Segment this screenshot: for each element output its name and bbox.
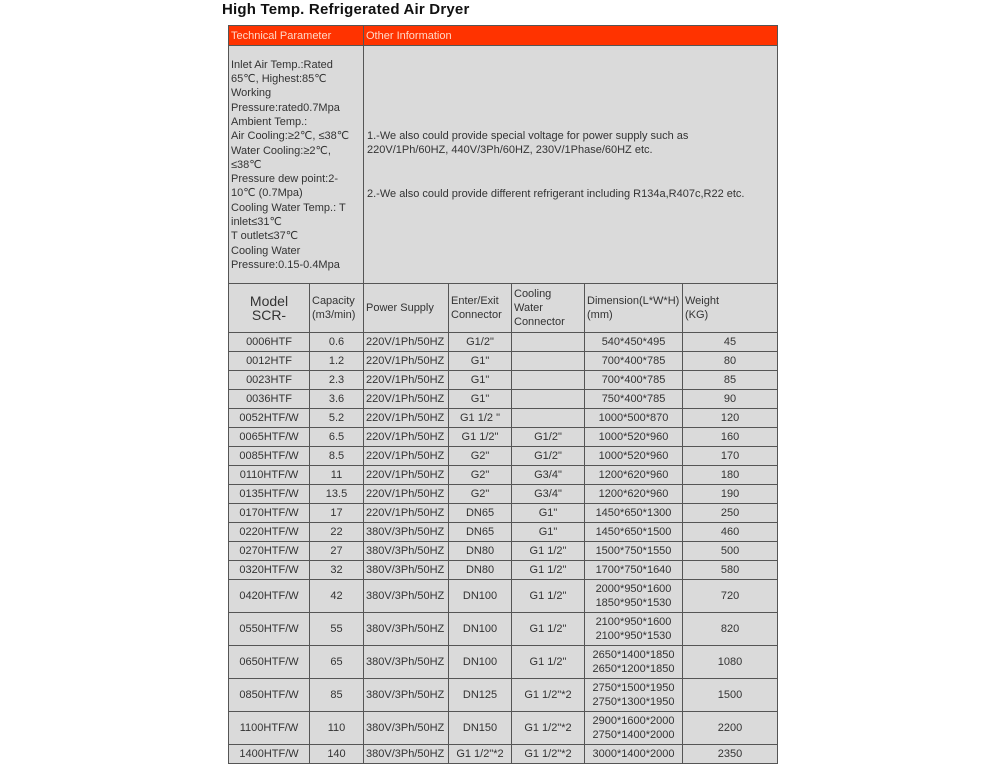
other-information-header: Other Information: [364, 26, 778, 46]
model-cell: 0023HTF: [229, 371, 310, 390]
power-cell: 220V/1Ph/50HZ: [364, 390, 449, 409]
other-note-line: 220V/1Ph/60HZ, 440V/3Ph/60HZ, 230V/1Phase/60HZ etc.: [367, 143, 653, 156]
capacity-cell: 140: [310, 745, 364, 764]
power-cell: 220V/1Ph/50HZ: [364, 447, 449, 466]
cooling-cell: G1 1/2": [512, 580, 585, 613]
capacity-cell: 11: [310, 466, 364, 485]
connector-cell: G2": [449, 485, 512, 504]
dimension-cell: [585, 745, 683, 764]
dimension-line: 2900*1600*2000: [592, 715, 675, 727]
dimension-cell: [585, 542, 683, 561]
table-row: [229, 333, 778, 352]
col-connector: [449, 284, 512, 333]
dimension-line: 1700*750*1640: [595, 564, 672, 576]
dimension-line: 1450*650*1300: [595, 507, 672, 519]
technical-line: Cooling Water Temp.: T: [231, 201, 346, 214]
technical-line: Ambient Temp.:: [231, 115, 308, 128]
weight-cell: 160: [683, 428, 778, 447]
power-cell: 380V/3Ph/50HZ: [364, 712, 449, 745]
col-capacity-line1: Capacity: [312, 295, 355, 307]
spec-table: [228, 25, 778, 764]
cooling-cell: G1 1/2"*2: [512, 745, 585, 764]
col-model: [229, 284, 310, 333]
table-row: [229, 390, 778, 409]
power-cell: 380V/3Ph/50HZ: [364, 561, 449, 580]
col-model-line2: SCR-: [251, 307, 287, 323]
cooling-cell: G1 1/2"*2: [512, 679, 585, 712]
dimension-line: 700*400*785: [601, 355, 666, 367]
connector-cell: G2": [449, 466, 512, 485]
connector-cell: DN80: [449, 542, 512, 561]
connector-cell: G1 1/2": [449, 428, 512, 447]
dimension-cell: [585, 561, 683, 580]
model-cell: 0320HTF/W: [229, 561, 310, 580]
model-cell: 0850HTF/W: [229, 679, 310, 712]
weight-cell: 580: [683, 561, 778, 580]
model-cell: 0135HTF/W: [229, 485, 310, 504]
table-row: [229, 561, 778, 580]
model-cell: 0270HTF/W: [229, 542, 310, 561]
dimension-cell: [585, 352, 683, 371]
dimension-cell: [585, 447, 683, 466]
table-row: [229, 371, 778, 390]
col-weight: [683, 284, 778, 333]
cooling-cell: G1/2": [512, 428, 585, 447]
table-row: [229, 409, 778, 428]
connector-cell: G2": [449, 447, 512, 466]
col-dimension-line2: (mm): [587, 309, 613, 321]
other-note: [367, 129, 775, 157]
capacity-cell: 8.5: [310, 447, 364, 466]
cooling-cell: [512, 371, 585, 390]
capacity-cell: 13.5: [310, 485, 364, 504]
power-cell: 220V/1Ph/50HZ: [364, 352, 449, 371]
dimension-line: 2650*1200*1850: [592, 663, 675, 675]
capacity-cell: 1.2: [310, 352, 364, 371]
other-note: [367, 187, 775, 201]
technical-parameter-cell: [229, 46, 364, 284]
cooling-cell: [512, 352, 585, 371]
power-cell: 380V/3Ph/50HZ: [364, 646, 449, 679]
dimension-line: 1000*520*960: [598, 431, 669, 443]
weight-cell: 2350: [683, 745, 778, 764]
technical-line: Pressure dew point:2-: [231, 173, 338, 186]
dimension-line: 1200*620*960: [598, 488, 669, 500]
col-weight-line1: Weight: [685, 295, 720, 307]
dimension-line: 2650*1400*1850: [592, 649, 675, 661]
capacity-cell: 85: [310, 679, 364, 712]
cooling-cell: G1/2": [512, 447, 585, 466]
info-row: [229, 46, 778, 284]
cooling-cell: G1 1/2": [512, 561, 585, 580]
connector-cell: DN100: [449, 646, 512, 679]
cooling-cell: [512, 333, 585, 352]
weight-cell: 90: [683, 390, 778, 409]
capacity-cell: 27: [310, 542, 364, 561]
model-cell: 0085HTF/W: [229, 447, 310, 466]
model-cell: 0036HTF: [229, 390, 310, 409]
weight-cell: 45: [683, 333, 778, 352]
dimension-cell: [585, 409, 683, 428]
technical-line: Working: [231, 87, 272, 100]
col-capacity-line2: (m3/min): [312, 309, 356, 321]
table-row: [229, 580, 778, 613]
dimension-line: 1000*500*870: [598, 412, 669, 424]
col-dimension-line1: Dimension(L*W*H): [587, 295, 680, 307]
table-row: [229, 466, 778, 485]
connector-cell: DN100: [449, 580, 512, 613]
weight-cell: 250: [683, 504, 778, 523]
capacity-cell: 55: [310, 613, 364, 646]
power-cell: 380V/3Ph/50HZ: [364, 542, 449, 561]
connector-cell: G1": [449, 371, 512, 390]
technical-line: T outlet≤37℃: [231, 230, 299, 243]
header-row: [229, 26, 778, 46]
power-cell: 380V/3Ph/50HZ: [364, 679, 449, 712]
weight-cell: 460: [683, 523, 778, 542]
connector-cell: G1/2": [449, 333, 512, 352]
model-cell: 0170HTF/W: [229, 504, 310, 523]
connector-cell: DN80: [449, 561, 512, 580]
cooling-cell: G1 1/2": [512, 646, 585, 679]
weight-cell: 820: [683, 613, 778, 646]
model-cell: 1400HTF/W: [229, 745, 310, 764]
other-information-cell: [364, 46, 778, 284]
weight-cell: 85: [683, 371, 778, 390]
dimension-cell: [585, 712, 683, 745]
dimension-line: 2750*1500*1950: [592, 682, 675, 694]
weight-cell: 2200: [683, 712, 778, 745]
col-capacity: [310, 284, 364, 333]
power-cell: 220V/1Ph/50HZ: [364, 409, 449, 428]
weight-cell: 190: [683, 485, 778, 504]
dimension-cell: [585, 580, 683, 613]
model-cell: 0220HTF/W: [229, 523, 310, 542]
dimension-line: 1500*750*1550: [595, 545, 672, 557]
col-weight-line2: (KG): [685, 309, 709, 321]
power-cell: 380V/3Ph/50HZ: [364, 745, 449, 764]
cooling-cell: G1": [512, 523, 585, 542]
technical-line: inlet≤31℃: [231, 216, 282, 229]
capacity-cell: 3.6: [310, 390, 364, 409]
power-cell: 220V/1Ph/50HZ: [364, 371, 449, 390]
table-row: [229, 679, 778, 712]
weight-cell: 1080: [683, 646, 778, 679]
power-cell: 220V/1Ph/50HZ: [364, 428, 449, 447]
capacity-cell: 0.6: [310, 333, 364, 352]
table-row: [229, 745, 778, 764]
power-cell: 380V/3Ph/50HZ: [364, 580, 449, 613]
dimension-line: 2100*950*1530: [595, 630, 672, 642]
technical-line: 65℃, Highest:85℃: [231, 73, 327, 86]
col-connector-line1: Enter/Exit: [451, 295, 499, 307]
cooling-cell: [512, 390, 585, 409]
cooling-cell: G3/4": [512, 485, 585, 504]
dimension-cell: [585, 504, 683, 523]
dimension-cell: [585, 613, 683, 646]
technical-line: Cooling Water: [231, 244, 301, 257]
weight-cell: 120: [683, 409, 778, 428]
table-row: [229, 523, 778, 542]
cooling-cell: G1 1/2"*2: [512, 712, 585, 745]
model-cell: 0012HTF: [229, 352, 310, 371]
dimension-cell: [585, 485, 683, 504]
model-cell: 1100HTF/W: [229, 712, 310, 745]
connector-cell: G1": [449, 390, 512, 409]
col-cooling: [512, 284, 585, 333]
table-row: [229, 712, 778, 745]
dimension-cell: [585, 390, 683, 409]
capacity-cell: 65: [310, 646, 364, 679]
model-cell: 0052HTF/W: [229, 409, 310, 428]
capacity-cell: 5.2: [310, 409, 364, 428]
table-row: [229, 504, 778, 523]
dimension-line: 2750*1300*1950: [592, 696, 675, 708]
dimension-line: 2750*1400*2000: [592, 729, 675, 741]
weight-cell: 170: [683, 447, 778, 466]
weight-cell: 720: [683, 580, 778, 613]
other-note-line: 2.-We also could provide different refrigerant including R134a,R407c,R22 etc.: [367, 187, 745, 200]
model-cell: 0420HTF/W: [229, 580, 310, 613]
dimension-cell: [585, 523, 683, 542]
dimension-cell: [585, 428, 683, 447]
dimension-line: 1200*620*960: [598, 469, 669, 481]
connector-cell: G1 1/2"*2: [449, 745, 512, 764]
weight-cell: 1500: [683, 679, 778, 712]
weight-cell: 180: [683, 466, 778, 485]
table-row: [229, 542, 778, 561]
capacity-cell: 22: [310, 523, 364, 542]
power-cell: 220V/1Ph/50HZ: [364, 333, 449, 352]
power-cell: 220V/1Ph/50HZ: [364, 485, 449, 504]
col-cooling-line3: Connector: [514, 316, 565, 328]
capacity-cell: 110: [310, 712, 364, 745]
capacity-cell: 2.3: [310, 371, 364, 390]
connector-cell: DN65: [449, 504, 512, 523]
cooling-cell: G1": [512, 504, 585, 523]
technical-line: 10℃ (0.7Mpa): [231, 187, 303, 200]
dimension-line: 700*400*785: [601, 374, 666, 386]
model-cell: 0065HTF/W: [229, 428, 310, 447]
dimension-line: 1000*520*960: [598, 450, 669, 462]
capacity-cell: 32: [310, 561, 364, 580]
cooling-cell: G1 1/2": [512, 542, 585, 561]
dimension-line: 750*400*785: [601, 393, 666, 405]
table-row: [229, 485, 778, 504]
power-cell: 380V/3Ph/50HZ: [364, 523, 449, 542]
dimension-line: 2100*950*1600: [595, 616, 672, 628]
col-cooling-line2: Water: [514, 302, 543, 314]
technical-line: ≤38℃: [231, 158, 262, 171]
col-power: Power Supply: [364, 284, 449, 333]
col-model-line1: Model: [249, 293, 289, 309]
model-cell: 0650HTF/W: [229, 646, 310, 679]
table-row: [229, 646, 778, 679]
cooling-cell: G1 1/2": [512, 613, 585, 646]
technical-line: Pressure:rated0.7Mpa: [231, 101, 340, 114]
dimension-cell: [585, 679, 683, 712]
dimension-cell: [585, 371, 683, 390]
technical-line: Water Cooling:≥2℃,: [231, 144, 331, 157]
dimension-cell: [585, 646, 683, 679]
weight-cell: 500: [683, 542, 778, 561]
column-header-row: [229, 284, 778, 333]
capacity-cell: 17: [310, 504, 364, 523]
power-cell: 220V/1Ph/50HZ: [364, 504, 449, 523]
dimension-line: 3000*1400*2000: [592, 748, 675, 760]
table-row: [229, 613, 778, 646]
capacity-cell: 6.5: [310, 428, 364, 447]
dimension-cell: [585, 466, 683, 485]
dimension-line: 2000*950*1600: [595, 583, 672, 595]
weight-cell: 80: [683, 352, 778, 371]
cooling-cell: [512, 409, 585, 428]
table-row: [229, 447, 778, 466]
cooling-cell: G3/4": [512, 466, 585, 485]
dimension-line: 1850*950*1530: [595, 597, 672, 609]
page-title: High Temp. Refrigerated Air Dryer: [222, 1, 470, 18]
power-cell: 220V/1Ph/50HZ: [364, 466, 449, 485]
model-cell: 0550HTF/W: [229, 613, 310, 646]
other-note-line: 1.-We also could provide special voltage for power supply such as: [367, 129, 689, 142]
col-dimension: [585, 284, 683, 333]
table-row: [229, 352, 778, 371]
dimension-cell: [585, 333, 683, 352]
power-cell: 380V/3Ph/50HZ: [364, 613, 449, 646]
col-connector-line2: Connector: [451, 309, 502, 321]
connector-cell: DN65: [449, 523, 512, 542]
connector-cell: DN150: [449, 712, 512, 745]
col-cooling-line1: Cooling: [514, 288, 552, 300]
model-cell: 0006HTF: [229, 333, 310, 352]
technical-line: Inlet Air Temp.:Rated: [231, 58, 333, 71]
dimension-line: 1450*650*1500: [595, 526, 672, 538]
technical-line: Air Cooling:≥2℃, ≤38℃: [231, 130, 350, 143]
technical-parameter-header: Technical Parameter: [229, 26, 364, 46]
connector-cell: DN100: [449, 613, 512, 646]
technical-line: Pressure:0.15-0.4Mpa: [231, 258, 340, 271]
model-cell: 0110HTF/W: [229, 466, 310, 485]
table-row: [229, 428, 778, 447]
connector-cell: G1": [449, 352, 512, 371]
capacity-cell: 42: [310, 580, 364, 613]
connector-cell: DN125: [449, 679, 512, 712]
dimension-line: 540*450*495: [601, 336, 666, 348]
connector-cell: G1 1/2 ": [449, 409, 512, 428]
